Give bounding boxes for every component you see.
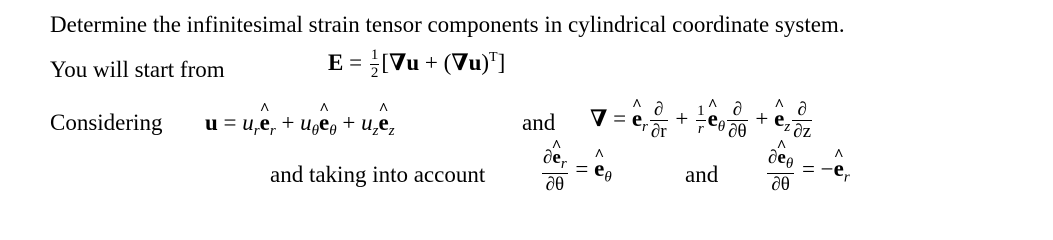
- displacement-vector: $u = u_r\^{}$ $e_r$ + $u_\theta\^{}$ $e_\theta$ + $u_z\^{}$ $e_z$: [205, 110, 395, 140]
- considering-label: Considering: [50, 110, 163, 135]
- derivative-er: $\frac{\partial\^{} e_r}{\partial\theta}$ = ^ $e_\theta$: [540, 148, 612, 194]
- taking-into-account-label: and taking into account: [270, 162, 486, 187]
- and-label-2: and: [685, 162, 719, 187]
- derivative-etheta: $\frac{\partial\^{} e_\theta}{\partial\theta}$ = −^ $e_r$: [765, 148, 850, 194]
- problem-statement: Determine the infinitesimal strain tensor components in cylindrical coordinate system.: [50, 12, 845, 37]
- nabla-operator: ∇ = ^ $e_r$ $\frac{\partial}{\partial r}$ + $\frac{1}{r}$ ^ $e_\theta$ $\frac{\partial}{\partial\theta}$ + ^ $e_z$ $\frac{\partial}{\partial z}$: [590, 100, 814, 141]
- strain-tensor-definition: E = $\frac{1}{2}$ $[\nabla u + (\nabla u)^T]$: [328, 47, 506, 81]
- start-from-label: You will start from: [50, 57, 225, 82]
- and-label-1: and: [522, 110, 556, 135]
